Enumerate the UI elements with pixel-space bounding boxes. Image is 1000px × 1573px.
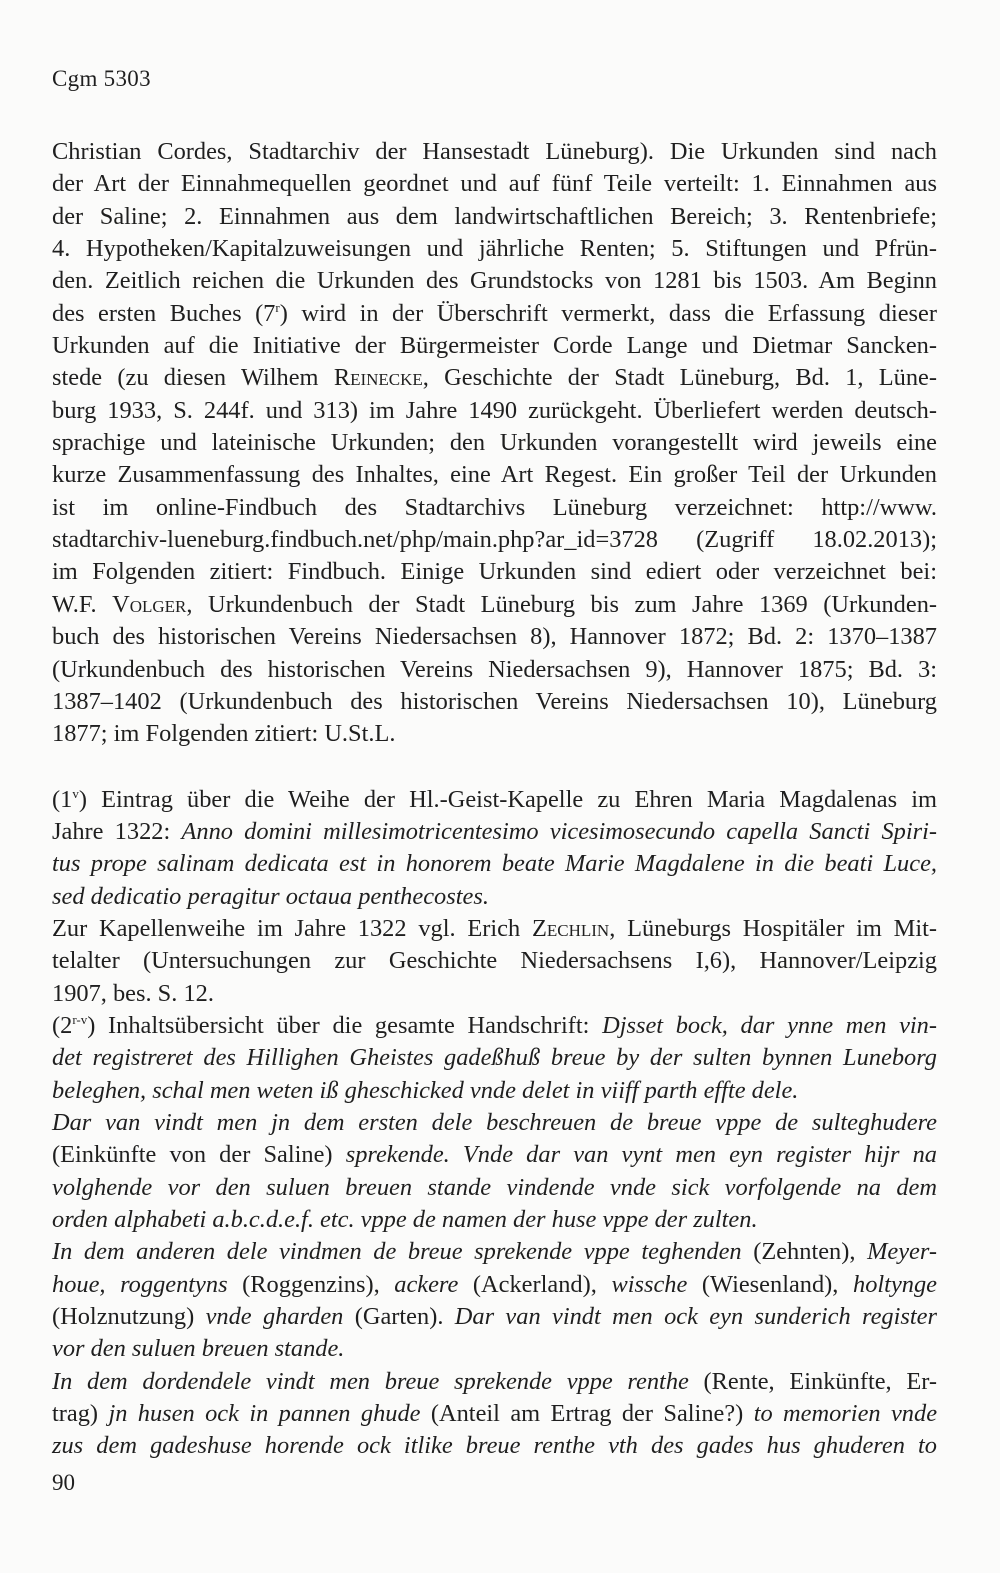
author-name: Volger [112, 590, 187, 618]
text-line: Dar van vindt men jn dem ersten dele beschreuen de breue vppe de sulteghudere [52, 1108, 937, 1136]
entry-folio-1v [52, 784, 937, 1010]
text-line: im Folgenden zitiert: Findbuch. Einige Urkunden sind ediert oder verzeichnet bei: [52, 558, 937, 586]
entry-folio-2r-v [52, 1010, 937, 1463]
text-line: 1387–1402 (Urkundenbuch des historischen Vereins Niedersachsen 10), Lüneburg [52, 687, 937, 715]
text-line: Urkunden auf die Initiative der Bürgermeister Corde Lange und Dietmar Sancken- [52, 332, 937, 360]
text-line: der Saline; 2. Einnahmen aus dem landwirtschaftlichen Bereich; 3. Rentenbriefe; [52, 202, 937, 230]
text-line: (Urkundenbuch des historischen Vereins Niedersachsen 9), Hannover 1875; Bd. 3: [52, 655, 937, 683]
text-line: burg 1933, S. 244f. und 313) im Jahre 1490 zurückgeht. Überliefert werden deutsch- [52, 396, 937, 424]
folio-range-marker: r-v [72, 1011, 88, 1027]
text-line: (1$^v$) Eintrag über die Weihe der Hl.-Geist-Kapelle zu Ehren Maria Magdalenas im [52, 785, 937, 813]
author-name: Reinecke [333, 364, 423, 392]
text-line: houe, roggentyns (Roggenzins), ackere (Ackerland), wissche (Wiesenland), holtynge [52, 1270, 937, 1298]
folio-recto-marker: r [275, 299, 280, 315]
text-line: (Einkünfte von der Saline) sprekende. Vnde dar van vynt men eyn register hijr na [52, 1141, 937, 1169]
text-line: beleghen, schal men weten iß gheschicked vnde delet in viiff parth effte dele. [52, 1076, 799, 1104]
text-line: tus prope salinam dedicata est in honorem beate Marie Magdalene in die beati Luce, [52, 850, 937, 878]
intro-paragraph [52, 136, 937, 751]
text-line: des ersten Buches (7$^r$) wird in der Überschrift vermerkt, dass die Erfassung dieser [52, 299, 937, 327]
text-line: den. Zeitlich reichen die Urkunden des Grundstocks von 1281 bis 1503. Am Beginn [52, 267, 937, 295]
text-line: stede (zu diesen Wilhem Reinecke, Geschichte der Stadt Lüneburg, Bd. 1, Lüne- [52, 364, 937, 392]
text-line: sed dedicatio peragitur octaua penthecostes. [52, 882, 489, 910]
text-line: W.F. Volger, Urkundenbuch der Stadt Lüneburg bis zum Jahre 1369 (Urkunden- [52, 590, 938, 618]
text-line: (2$^{r-v}$) Inhaltsübersicht über die gesamte Handschrift: Djsset bock, dar ynne men vin- [52, 1011, 937, 1039]
text-line: In dem anderen dele vindmen de breue sprekende vppe teghenden (Zehnten), Meyer- [52, 1238, 937, 1266]
text-line: zus dem gadeshuse horende ock itlike breue renthe vth des gades hus ghuderen to [52, 1432, 937, 1460]
text-line: vor den suluen breuen stande. [52, 1335, 345, 1363]
author-name: Zechlin [531, 914, 610, 942]
folio-verso-marker: v [72, 785, 79, 801]
text-line: det registreret des Hillighen Gheistes gadeßhuß breue by der sulten bynnen Luneborg [52, 1044, 937, 1072]
text-line: Zur Kapellenweihe im Jahre 1322 vgl. Erich Zechlin, Lüneburgs Hospitäler im Mit- [52, 914, 937, 942]
text-line: sprachige und lateinische Urkunden; den Urkunden vorangestellt wird jeweils eine [52, 429, 937, 457]
paragraph-gap [52, 751, 937, 784]
running-header-shelfmark: Cgm 5303 [52, 66, 151, 91]
text-line: volghende vor den suluen breuen stande vindende vnde sick vorfolgende na dem [52, 1173, 937, 1201]
text-line: orden alphabeti a.b.c.d.e.f. etc. vppe de namen der huse vppe der zulten. [52, 1206, 758, 1233]
text-line: trag) jn husen ock in pannen ghude (Anteil am Ertrag der Saline?) to memorien vnde [52, 1400, 938, 1428]
text-line: Jahre 1322: Anno domini millesimotricentesimo vicesimosecundo capella Sancti Spiri- [52, 817, 938, 845]
text-line: kurze Zusammenfassung des Inhaltes, eine Art Regest. Ein großer Teil der Urkunden [52, 461, 937, 489]
text-line: Christian Cordes, Stadtarchiv der Hansestadt Lüneburg). Die Urkunden sind nach [52, 138, 937, 165]
text-line: ist im online-Findbuch des Stadtarchivs Lüneburg verzeichnet: http://www. [52, 493, 937, 521]
page-body [52, 136, 937, 1463]
text-line: telalter (Untersuchungen zur Geschichte Niedersachsens I,6), Hannover/Leipzig [52, 947, 937, 975]
text-line: stadtarchiv-lueneburg.findbuch.net/php/main.php?ar_id=3728 (Zugriff 18.02.2013); [52, 526, 937, 554]
text-line: (Holznutzung) vnde gharden (Garten). Dar van vindt men ock eyn sunderich register [52, 1303, 937, 1331]
text-line: In dem dordendele vindt men breue sprekende vppe renthe (Rente, Einkünfte, Er- [52, 1367, 937, 1395]
text-line: 1907, bes. S. 12. [52, 979, 214, 1007]
text-line: buch des historischen Vereins Niedersachsen 8), Hannover 1872; Bd. 2: 1370–1387 [52, 623, 937, 651]
page-number: 90 [52, 1470, 75, 1495]
text-line: 4. Hypotheken/Kapitalzuweisungen und jährliche Renten; 5. Stiftungen und Pfrün- [52, 235, 937, 263]
text-line: der Art der Einnahmequellen geordnet und auf fünf Teile verteilt: 1. Einnahmen aus [52, 170, 937, 198]
text-line: 1877; im Folgenden zitiert: U.St.L. [52, 720, 396, 748]
